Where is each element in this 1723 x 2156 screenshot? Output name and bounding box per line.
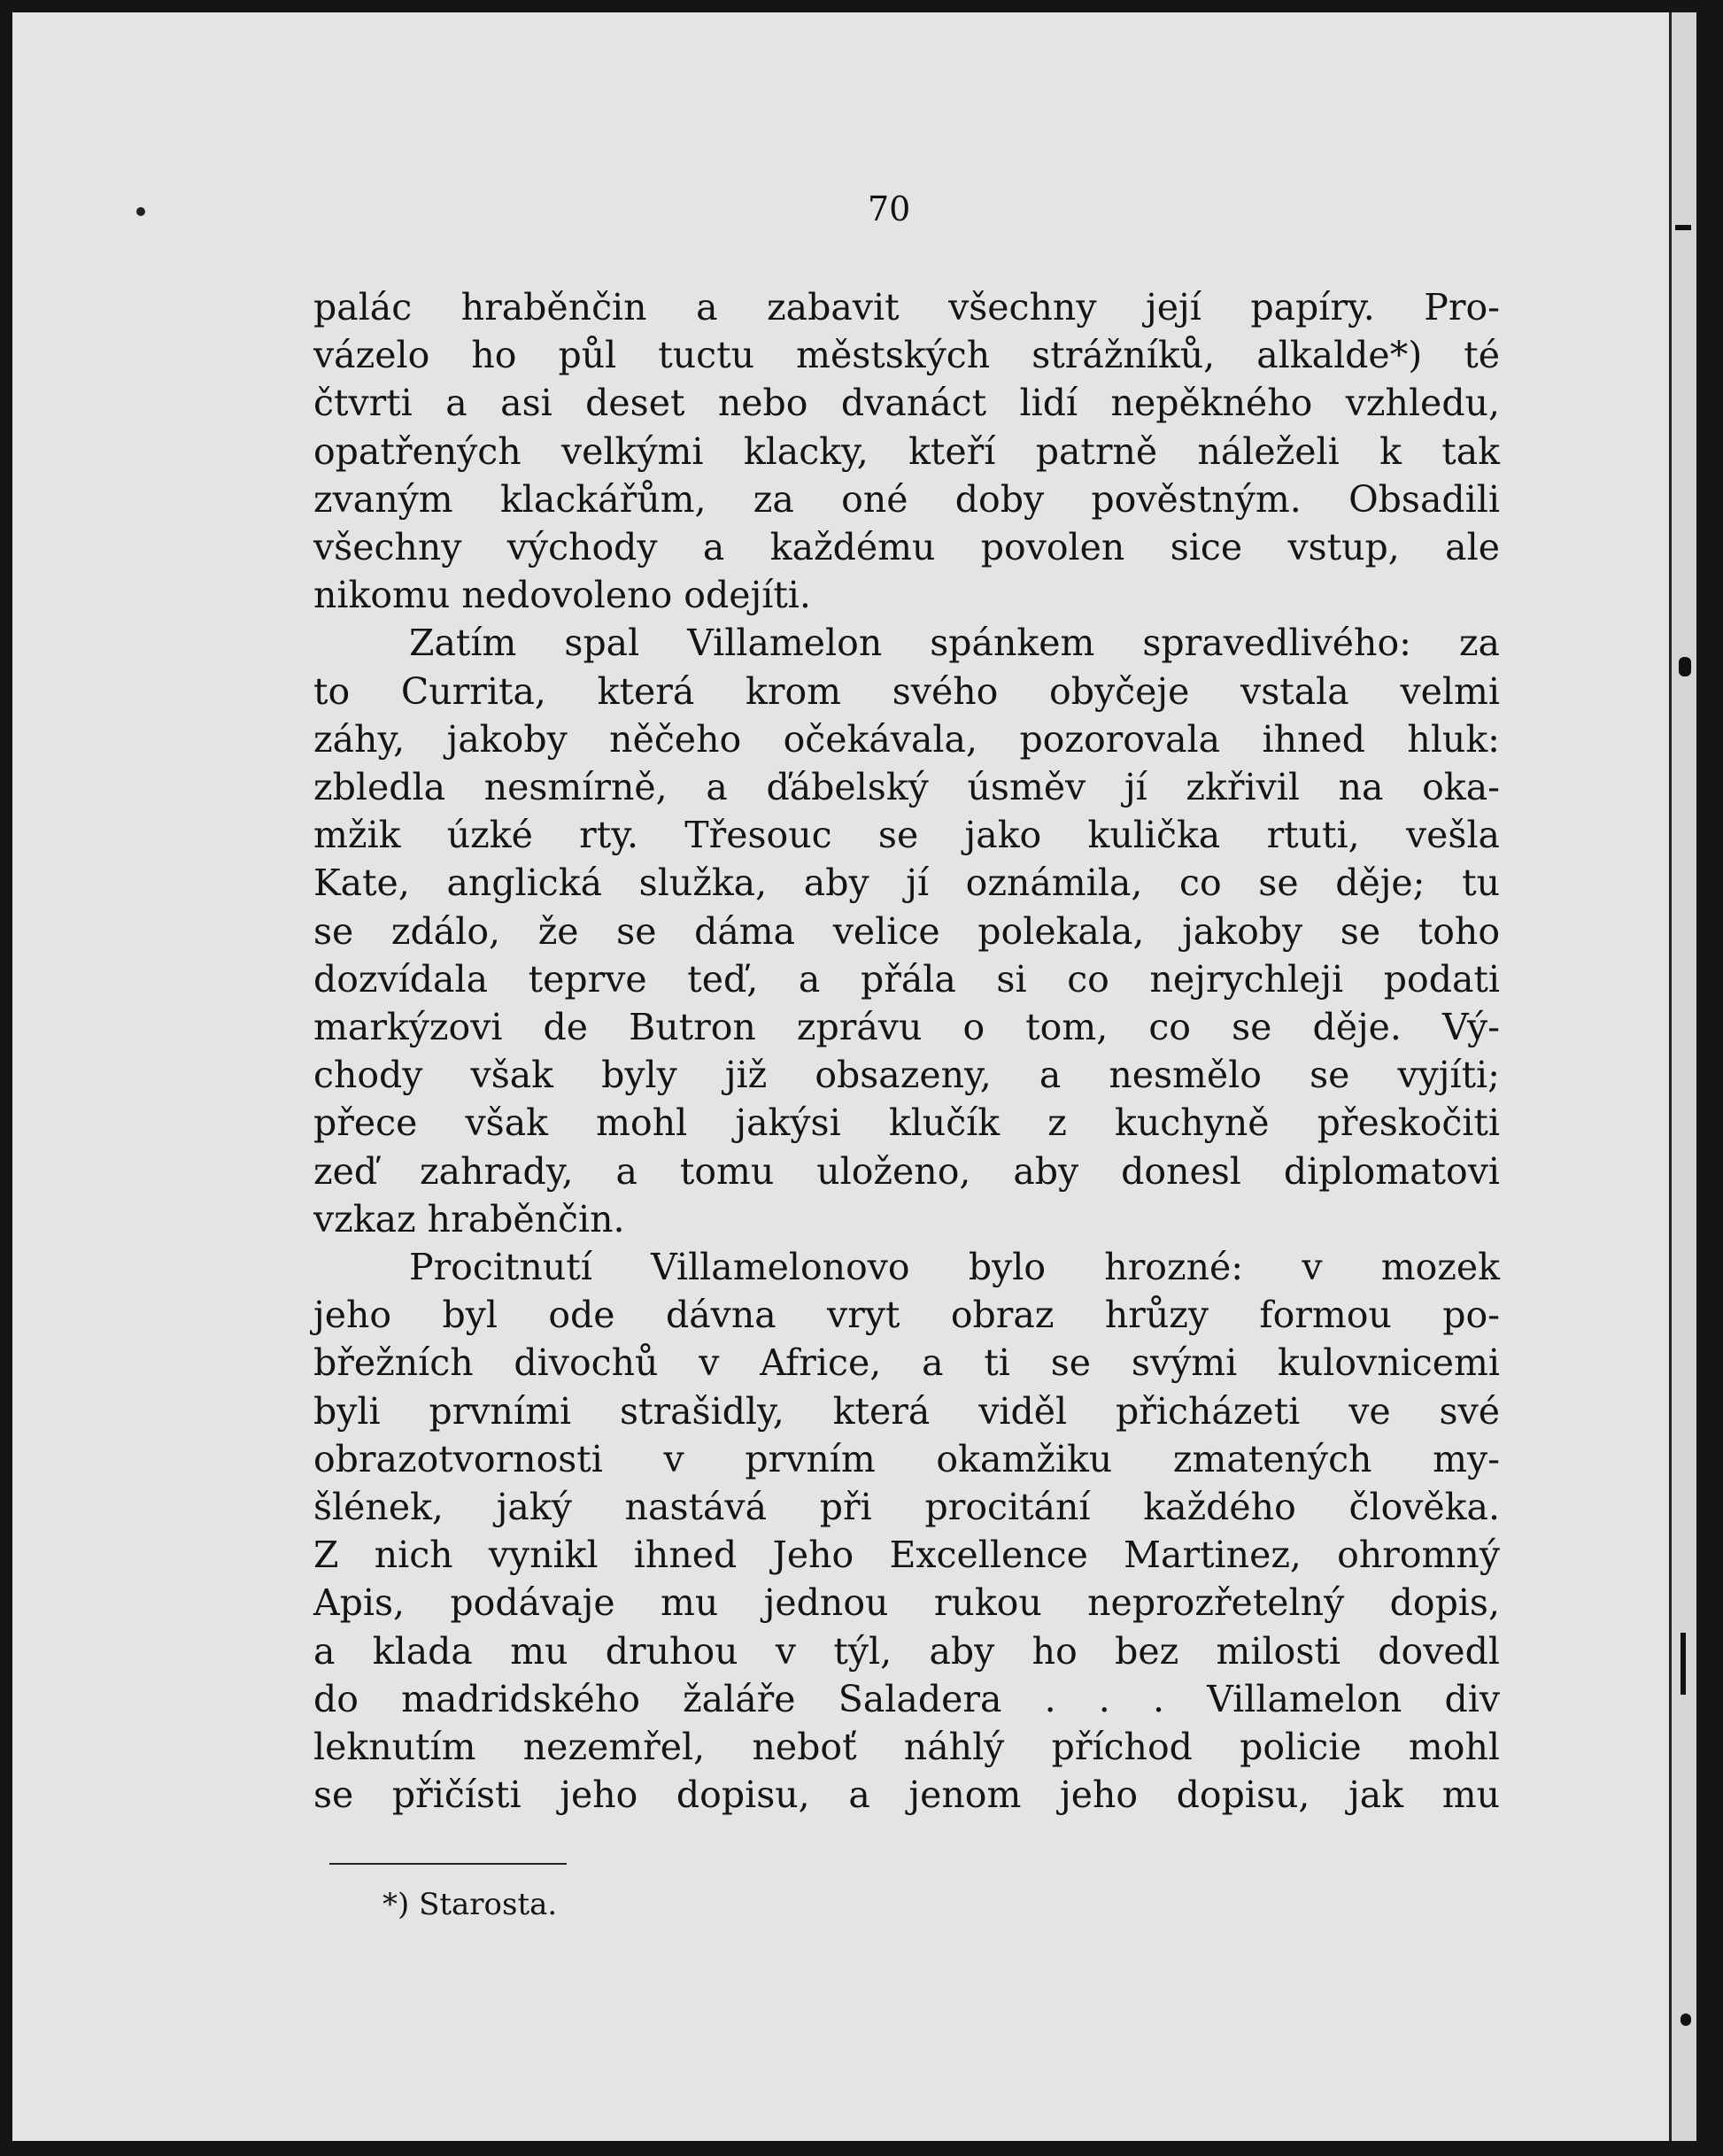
- text-line: šlének, jaký nastává při procitání každého člověka.: [313, 1486, 1500, 1529]
- footnote-rule: [329, 1863, 567, 1865]
- edge-mark: [1681, 1633, 1686, 1695]
- text-line: byli prvními strašidly, která viděl přicházeti ve své: [313, 1389, 1500, 1433]
- text-line: to Currita, která krom svého obyčeje vstala velmi: [313, 669, 1500, 713]
- text-line: jeho byl ode dávna vryt obraz hrůzy formou po-: [313, 1294, 1500, 1337]
- text-line: zvaným klackářům, za oné doby pověstným. Obsadili: [313, 477, 1500, 521]
- text-line: vázelo ho půl tuctu městských strážníků, alkalde*) té: [313, 334, 1500, 377]
- book-page: [12, 12, 1696, 2141]
- text-line: leknutím nezemřel, neboť náhlý příchod policie mohl: [313, 1726, 1500, 1769]
- text-line: všechny východy a každému povolen sice vstup, ale: [313, 526, 1500, 569]
- text-line: obrazotvornosti v prvním okamžiku zmatených my-: [313, 1437, 1500, 1480]
- text-line: záhy, jakoby něčeho očekávala, pozorovala ihned hluk:: [313, 717, 1500, 761]
- text-line: břežních divochů v Africe, a ti se svými kulovnicemi: [313, 1341, 1500, 1385]
- body-text: [313, 283, 1500, 1820]
- text-line: se přičísti jeho dopisu, a jenom jeho dopisu, jak mu: [313, 1773, 1500, 1817]
- text-line: zeď zahrady, a tomu uloženo, aby donesl diplomatovi: [313, 1149, 1500, 1193]
- text-line: opatřených velkými klacky, kteří patrně náleželi k tak: [313, 429, 1500, 473]
- text-line: vzkaz hraběnčin.: [313, 1197, 625, 1240]
- edge-mark: [1681, 2013, 1691, 2026]
- text-line: markýzovi de Butron zprávu o tom, co se děje. Vý-: [313, 1006, 1500, 1049]
- text-line: přece však mohl jakýsi klučík z kuchyně přeskočiti: [313, 1101, 1500, 1145]
- text-line: chody však byly již obsazeny, a nesmělo se vyjíti;: [313, 1054, 1500, 1097]
- paragraph-start-line: Zatím spal Villamelon spánkem spravedlivého: za: [409, 622, 1500, 665]
- ink-dot: [136, 207, 145, 216]
- text-line: mžik úzké rty. Třesouc se jako kulička rtuti, vešla: [313, 814, 1500, 857]
- text-line: Apis, podávaje mu jednou rukou neprozřetelný dopis,: [313, 1581, 1500, 1625]
- text-line: se zdálo, že se dáma velice polekala, jakoby se toho: [313, 909, 1500, 953]
- text-line: nikomu nedovoleno odejíti.: [313, 574, 811, 617]
- text-line: dozvídala teprve teď, a přála si co nejrychleji podati: [313, 957, 1500, 1001]
- page-number: 70: [868, 189, 911, 228]
- text-line: do madridského žaláře Saladera . . . Villamelon div: [313, 1677, 1500, 1720]
- text-line: Z nich vynikl ihned Jeho Excellence Martinez, ohromný: [313, 1534, 1500, 1577]
- footnote: *) Starosta.: [382, 1887, 558, 1922]
- text-line: čtvrti a asi deset nebo dvanáct lidí nepěkného vzhledu,: [313, 382, 1500, 425]
- text-line: zbledla nesmírně, a ďábelský úsměv jí zkřivil na oka-: [313, 766, 1500, 809]
- paragraph-start-line: Procitnutí Villamelonovo bylo hrozné: v mozek: [409, 1246, 1500, 1289]
- page-edge: [1669, 12, 1696, 2141]
- text-line: a klada mu druhou v týl, aby ho bez milosti dovedl: [313, 1629, 1500, 1673]
- text-line: Kate, anglická služka, aby jí oznámila, co se děje; tu: [313, 862, 1500, 905]
- edge-mark: [1675, 225, 1691, 230]
- edge-mark: [1679, 657, 1691, 676]
- text-line: palác hraběnčin a zabavit všechny její papíry. Pro-: [313, 286, 1500, 328]
